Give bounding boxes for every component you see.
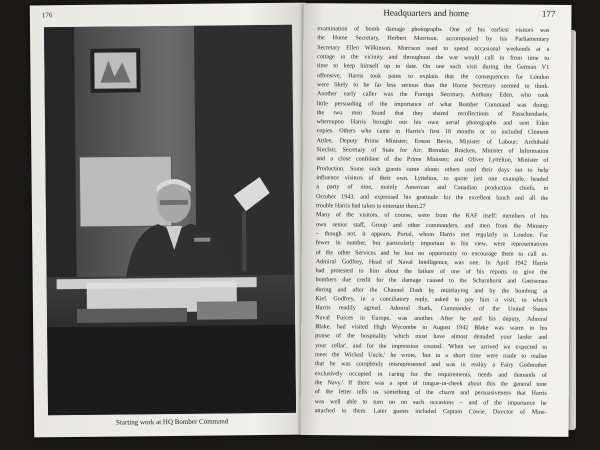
text-line: that he was completely misrepresented and was in reality a Fairy Godmother	[314, 361, 548, 370]
text-line: were likely to be far less serious than the Home Secretary seemed to think.	[316, 82, 549, 90]
text-line: your cellar', and for the impression created. 'When we arrived we expected to	[315, 342, 548, 351]
text-line: October 1943, and expressed his gratitude for the excellent lunch and all the	[316, 193, 549, 202]
right-page-number: 177	[541, 8, 556, 19]
text-line: whereupon Harris brought out his own aerial photographs and sent Eden	[316, 119, 549, 127]
text-line: Admiral Godfrey, Head of Naval Intelligence, was one. In April 1942 Harris	[315, 258, 548, 267]
right-page	[300, 3, 571, 437]
text-line: fewer in number, but particularly important in his view, were representatives	[315, 240, 548, 248]
text-line: the Home Secretary, Herbert Morrison, accompanied by his Parliamentary	[317, 35, 550, 44]
text-line: bombers due credit for the damage caused to the Scharnhorst and Gneisenau	[315, 277, 548, 286]
text-line: had protested to him about the failure of one of his reports to give the	[315, 268, 548, 276]
running-head: Headquarters and home	[383, 7, 469, 19]
text-line: Naval Forces in Europe, was another. After he and his deputy, Admiral	[315, 314, 548, 323]
text-line: and a close confidant of the Prime Minister; and Oliver Lyttelton, Minister of	[316, 156, 549, 165]
text-line: – though not, it appears, Portal, whom Harris met regularly in London. Far	[315, 231, 548, 239]
text-line: Kiel. Godfrey, in a conciliatory reply, asked to pay him a visit, to which	[315, 296, 548, 304]
text-line: Production. Some such guests came alone; others used their days out to help	[316, 165, 549, 174]
photograph	[44, 25, 296, 416]
text-line: little persuading of the importance of what Bomber Command was doing;	[316, 100, 549, 109]
text-line: Harris readily agreed. Admiral Stark, Commander of the United States	[315, 305, 548, 314]
text-line: a party of nine, mainly American and Canadian production chiefs, in	[316, 184, 549, 193]
text-line: of the other Services and he lost no opportunity to encourage them to call in.	[315, 249, 548, 258]
text-line: time to keep himself up to date. On one such visit during the German V1	[317, 63, 550, 72]
body-text	[315, 25, 550, 431]
text-line: praise of the hospitality 'which must have almost denuded your larder and	[315, 333, 548, 342]
text-line: trouble Harris had taken to entertain them.27	[316, 203, 426, 210]
text-line: attached to them. Later guests included Captain Cowie, Director of Mine-	[314, 407, 547, 416]
text-line: was well able to turn on on such occasions – and of the importance he	[314, 398, 547, 407]
text-line: the Navy.' If there was a spot of tongue-in-cheek about this the general tone	[314, 380, 547, 388]
text-line: Attlee, Deputy Prime Minister; Ernest Bevin, Minister of Labour; Archibald	[316, 137, 549, 146]
photo-illustration	[44, 25, 296, 416]
text-line: influence visitors of their own. Lyttelton, to quote just one example, headed	[316, 175, 549, 183]
text-line: meet the Wicked Uncle,' he wrote, 'but in a short time were made to realise	[315, 352, 548, 360]
text-line: cottage in the vicinity and throughout the war would call in from time to	[317, 54, 550, 62]
text-line: offensive, Harris took pains to explain that the consequences for London	[316, 72, 550, 81]
text-line: own senior staff, Group and other commanders, and men from the Ministry	[315, 221, 548, 230]
left-page-number: 176	[41, 11, 53, 20]
open-book	[22, 4, 578, 444]
text-line: Many of the visitors, of course, were from the RAF itself: members of his	[316, 212, 549, 221]
text-line: during and after the Channel Dash by minelaying and by the bombing at	[315, 286, 548, 295]
text-line: the two men found that they shared recollections of Passchendaele,	[316, 109, 549, 118]
text-line: copies. Others who came in Harris's first 18 months or so included Clement	[316, 128, 549, 137]
text-line: Another early caller was the Foreign Secretary, Anthony Eden, who took	[316, 91, 549, 99]
text-line: exclusively occupied in caring for the requirements, needs and demands of	[314, 370, 547, 379]
photo-caption: Starting work at HQ Bomber Command	[115, 417, 229, 427]
left-page	[30, 3, 311, 438]
text-line: examination of bomb damage photographs. One of his earliest visitors was	[317, 26, 550, 34]
text-line: Sinclair, Secretary of State for Air; Brendan Bracken, Minister of Information	[316, 147, 549, 155]
text-line: Blake, had visited High Wycombe in August 1942 Blake was warm in his	[315, 324, 548, 332]
text-line: Secretary Ellen Wilkinson. Morrison used to spend occasional weekends at a	[317, 44, 550, 53]
text-line: of the letter tells us something of the charm and persuasiveness that Harris	[314, 389, 547, 397]
